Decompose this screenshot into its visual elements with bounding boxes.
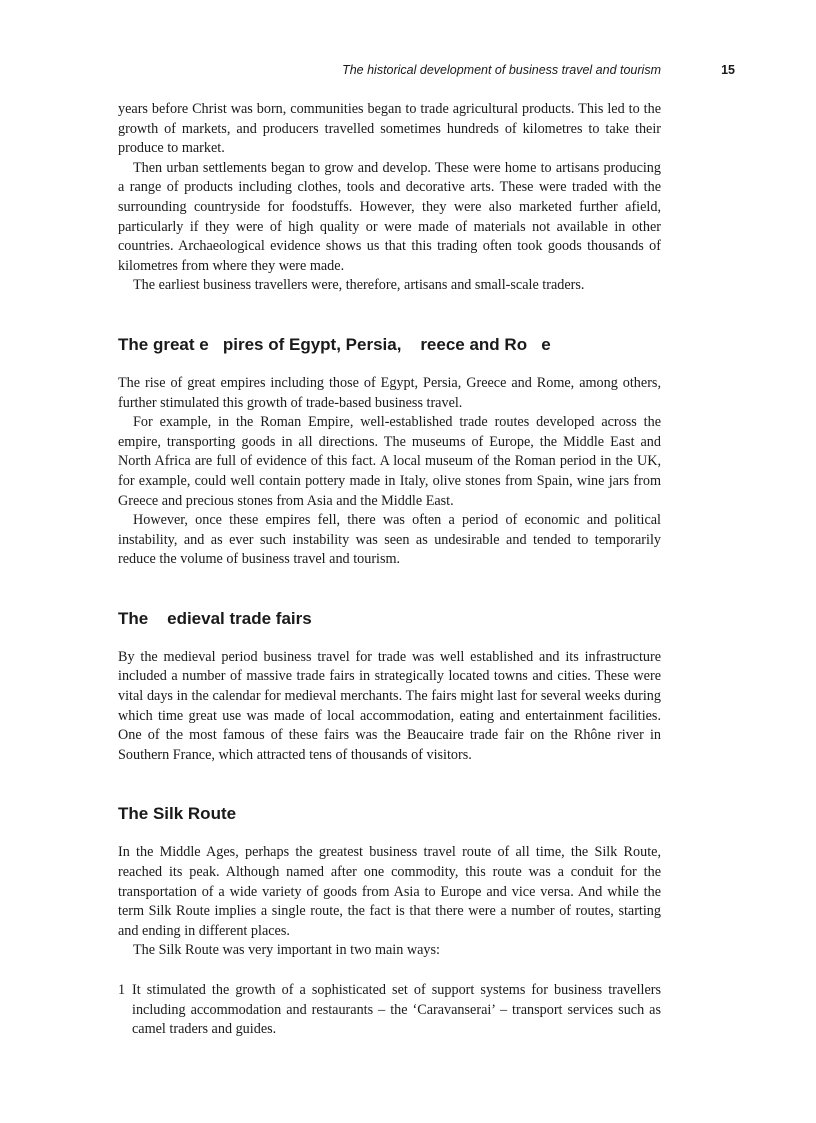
section-heading-medieval: The edieval trade fairs <box>118 608 312 628</box>
section-heading-silk-route: The Silk Route <box>118 804 237 824</box>
list-item-number: 1 <box>118 982 126 998</box>
intro-paragraph-1: years before Christ was born, communities began to trade agricultural products. This led to the growth of markets, and producers travelled sometimes hundreds of kilometres to take their produce to market. <box>118 101 661 157</box>
numbered-list <box>118 981 661 1040</box>
medieval-paragraph-1: By the medieval period business travel for trade was well established and its infrastructure included a number of massive trade fairs in strategically located towns and cities. These were vital days in the calendar for medieval merchants. The fairs might last for several weeks during which time great use was made of local accommodation, eating and entertainment facilities. One of the most famous of these fairs was the Beaucaire trade fair on the Rhône river in Southern France, which attracted tens of thousands of visitors. <box>118 648 661 763</box>
silk-paragraph-2: The Silk Route was very important in two main ways: <box>133 942 440 959</box>
intro-paragraph-3: The earliest business travellers were, therefore, artisans and small-scale traders. <box>133 277 585 294</box>
empires-paragraph-3: However, once these empires fell, there was often a period of economic and political instability, and as ever such instability was seen as undesirable and tended to temporarily reduce the volume of business travel and tourism. <box>118 512 661 568</box>
empires-paragraph-1: The rise of great empires including those of Egypt, Persia, Greece and Rome, among others, further stimulated this growth of trade-based business travel. <box>118 374 661 411</box>
empires-paragraph-2: For example, in the Roman Empire, well-established trade routes developed across the empire, transporting goods in all directions. The museums of Europe, the Middle East and North Africa are full of evidence of this fact. A local museum of the Roman period in the UK, for example, could well contain pottery made in Italy, olive stones from Spain, wine jars from Greece and precious stones from Asia and the Middle East. <box>118 414 661 509</box>
section-heading-empires: The great e pires of Egypt, Persia, reece and Ro e <box>118 334 551 354</box>
page-body <box>118 100 661 1040</box>
list-item <box>118 981 661 1040</box>
running-title: The historical development of business travel and tourism <box>342 63 661 77</box>
list-item-text: It stimulated the growth of a sophisticated set of support systems for business travellers including accommodation and restaurants – the ‘Caravanserai’ – transport services such as camel traders and guides. <box>132 982 661 1038</box>
silk-paragraph-1: In the Middle Ages, perhaps the greatest business travel route of all time, the Silk Route, reached its peak. Although named after one commodity, this route was a conduit for the transportation of a wide variety of goods from Asia to Europe and vice versa. And while the term Silk Route implies a single route, the fact is that there were a number of routes, starting and ending in different places. <box>118 844 661 939</box>
page-number: 15 <box>721 63 735 77</box>
intro-paragraph-2: Then urban settlements began to grow and develop. These were home to artisans producing a range of products including clothes, tools and decorative arts. These were traded with the surrounding countryside for foodstuffs. However, they were also marketed further afield, particularly if they were of high quality or were made of materials not available in other countries. Archaeological evidence shows us that this trading often took goods thousands of kilometres from where they were made. <box>118 159 661 274</box>
